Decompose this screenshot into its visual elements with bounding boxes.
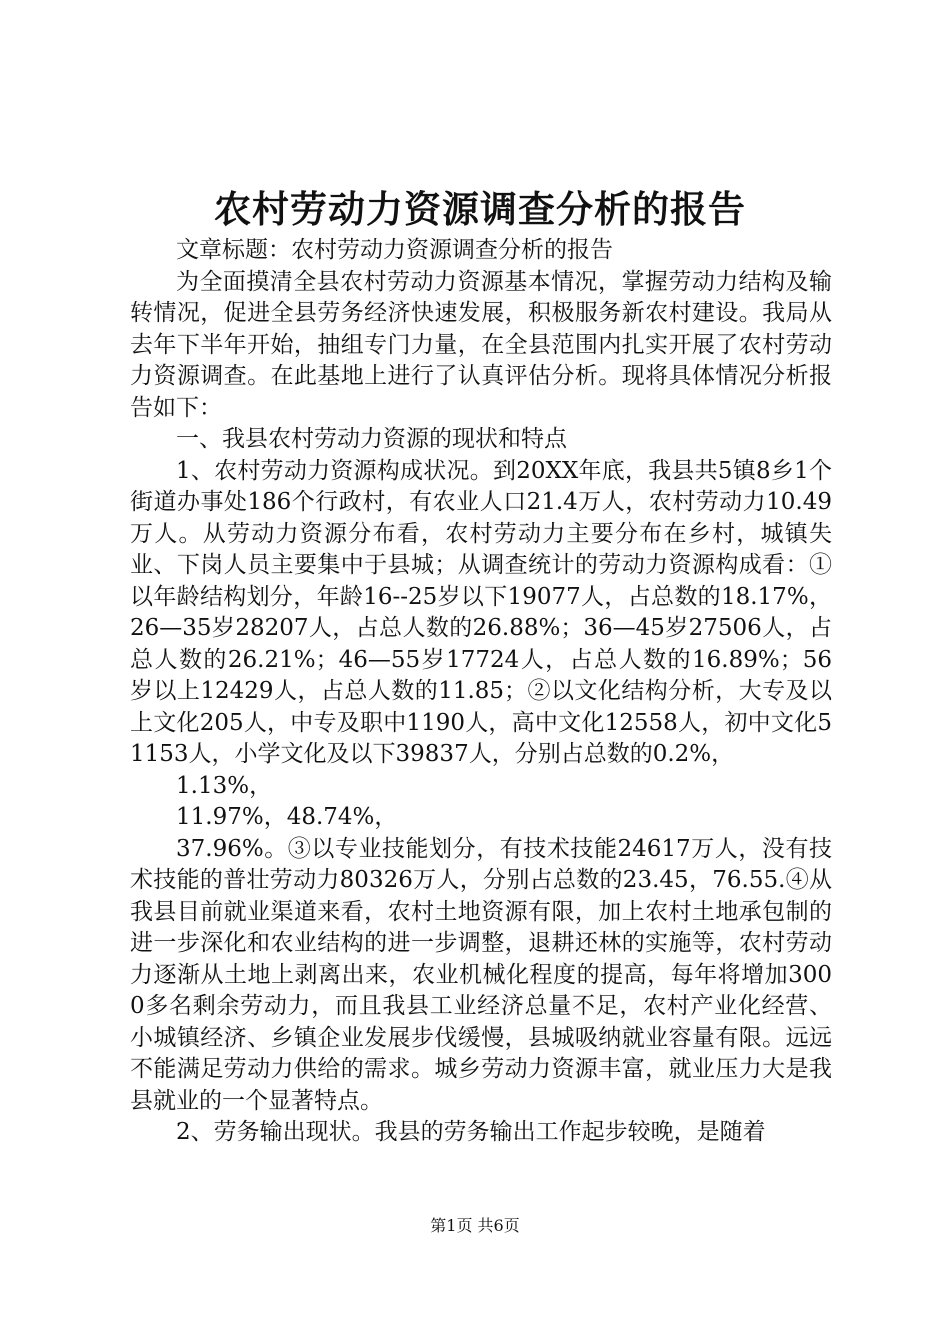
article-title-line: 文章标题：农村劳动力资源调查分析的报告: [176, 237, 613, 263]
document-body: [130, 235, 832, 1149]
intro-paragraph: 为全面摸清全县农村劳动力资源基本情况，掌握劳动力结构及输转情况，促进全县劳务经济快速发展，积极服务新农村建设。我局从去年下半年开始，抽组专门力量，在全县范围内扎实开展了农村劳动力资源调查。在此基地上进行了认真评估分析。现将具体情况分析报告如下：: [130, 268, 832, 421]
labor-export-paragraph: 2、劳务输出现状。我县的劳务输出工作起步较晚，是随着: [176, 1119, 766, 1145]
page-number-footer: 第1页 共6页: [430, 1216, 520, 1235]
skills-paragraph: 37.96%。③以专业技能划分，有技术技能24617万人，没有技术技能的普壮劳动力80326万人，分别占总数的23.45，76.55.④从我县目前就业渠道来看，农村土地资源有限，加上农村土地承包制的进一步深化和农业结构的进一步调整，退耕还林的实施等，农村劳动力逐渐从土地上剥离出来，农业机械化程度的提高，每年将增加3000多名剩余劳动力，而且我县工业经济总量不足，农村产业化经营、小城镇经济、乡镇企业发展步伐缓慢，县城吸纳就业容量有限。远远不能满足劳动力供给的需求。城乡劳动力资源丰富，就业压力大是我县就业的一个显著特点。: [130, 835, 832, 1114]
percentage-line: 11.97%，48.74%，: [176, 804, 398, 830]
labor-composition-paragraph: 1、农村劳动力资源构成状况。到20XX年底，我县共5镇8乡1个街道办事处186个行政村，有农业人口21.4万人，农村劳动力10.49万人。从劳动力资源分布看，农村劳动力主要分布在乡村，城镇失业、下岗人员主要集中于县城；从调查统计的劳动力资源构成看：①以年龄结构划分，年龄16--25岁以下19077人，占总数的18.17%，26—35岁28207人，占总人数的26.88%；36—45岁27506人，占总人数的26.21%；46—55岁17724人，占总人数的16.89%；56岁以上12429人，占总人数的11.85；②以文化结构分析，大专及以上文化205人，中专及职中1190人，高中文化12558人，初中文化51153人，小学文化及以下39837人，分别占总数的0.2%，: [130, 457, 832, 767]
percentage-line: 1.13%，: [176, 772, 273, 799]
section-heading: 一、我县农村劳动力资源的现状和特点: [176, 426, 567, 452]
document-title: 农村劳动力资源调查分析的报告: [214, 187, 746, 231]
